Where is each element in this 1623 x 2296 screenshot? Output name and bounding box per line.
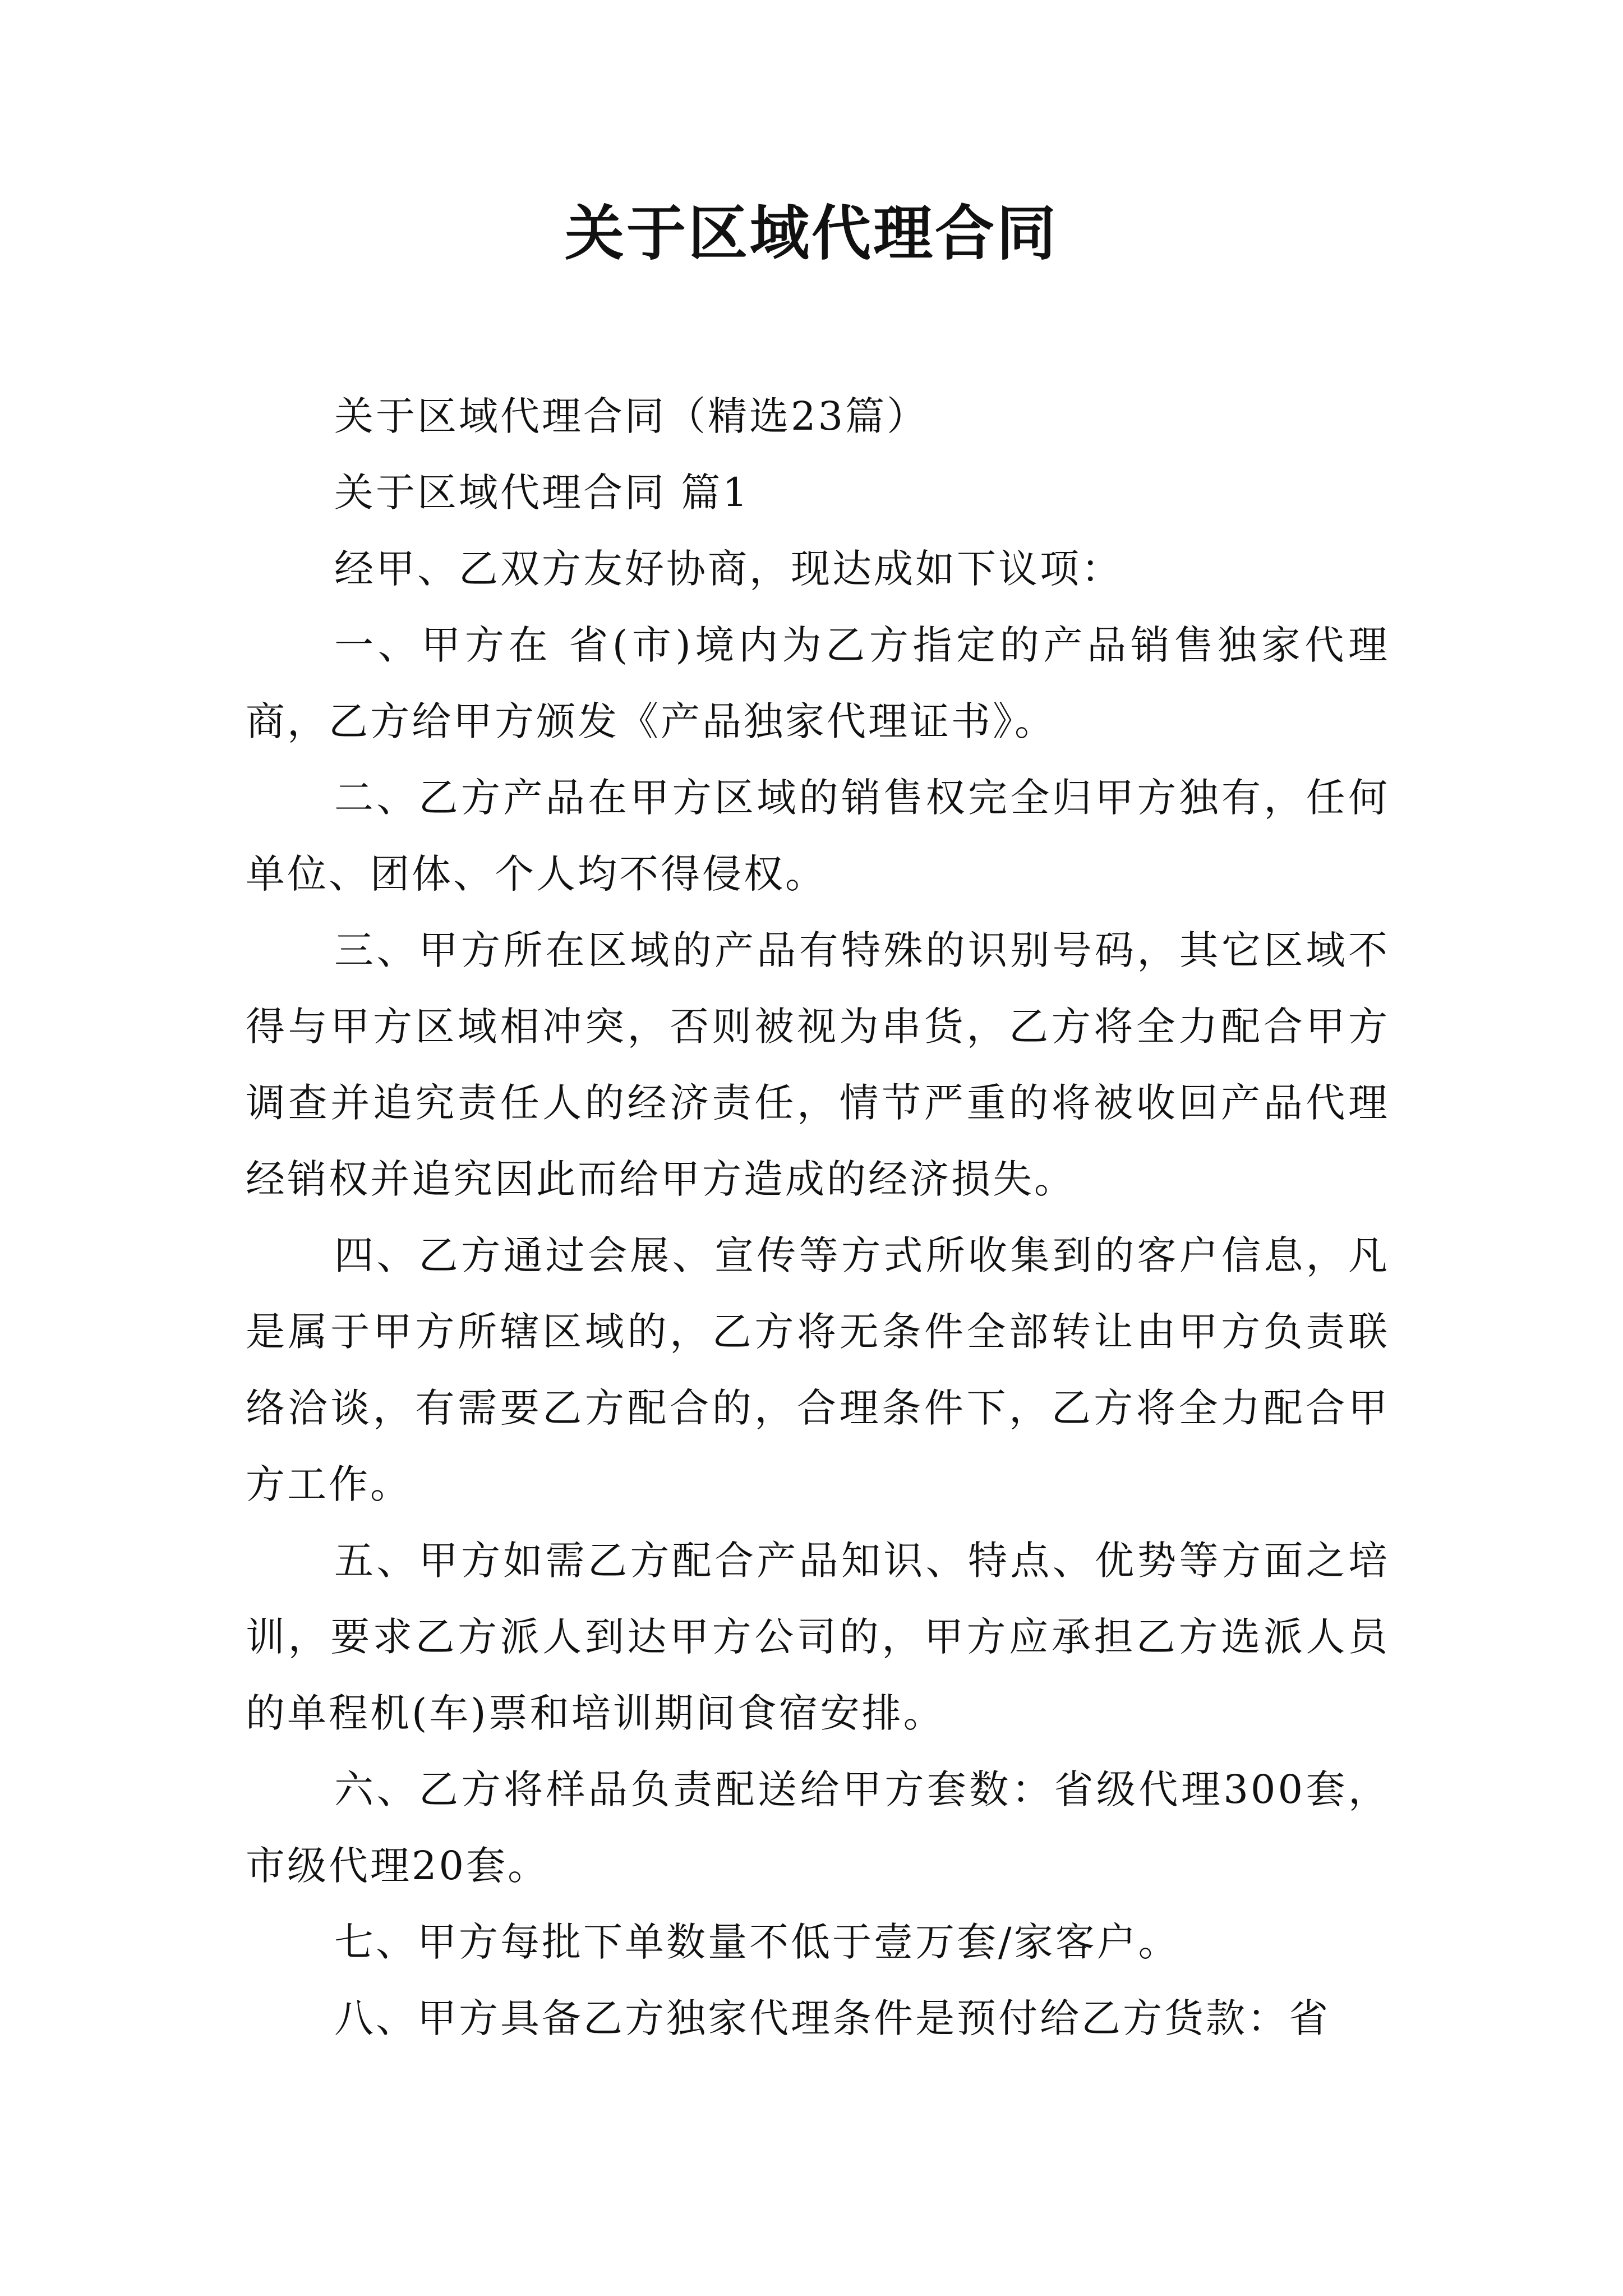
preamble-paragraph: 经甲、乙双方友好协商，现达成如下议项：: [334, 546, 1123, 592]
clause-3: 三、甲方所在区域的产品有特殊的识别号码，其它区域不得与甲方区域相冲突，否则被视为串货，乙方将全力配合甲方调查并追究责任人的经济责任，情节严重的将被收回产品代理经销权并追究因此而给甲方造成的经济损失。: [246, 927, 1390, 1202]
clause-6: 六、乙方将样品负责配送给甲方套数：省级代理300套，市级代理20套。: [246, 1766, 1390, 1889]
clause-1: 一、甲方在 省(市)境内为乙方指定的产品销售独家代理商，乙方给甲方颁发《产品独家代理证书》。: [246, 622, 1390, 744]
clause-2: 二、乙方产品在甲方区域的销售权完全归甲方独有，任何单位、团体、个人均不得侵权。: [246, 775, 1390, 897]
clause-5: 五、甲方如需乙方配合产品知识、特点、优势等方面之培训，要求乙方派人到达甲方公司的，甲方应承担乙方选派人员的单程机(车)票和培训期间食宿安排。: [246, 1538, 1390, 1736]
clause-7: 七、甲方每批下单数量不低于壹万套/家客户。: [334, 1919, 1180, 1965]
collection-heading: 关于区域代理合同（精选23篇）: [334, 393, 929, 439]
section-heading: 关于区域代理合同 篇1: [334, 470, 750, 516]
clause-8: 八、甲方具备乙方独家代理条件是预付给乙方货款：省: [334, 1995, 1330, 2041]
document-title: 关于区域代理合同: [565, 199, 1058, 268]
document-body: [246, 378, 1390, 2056]
clause-4: 四、乙方通过会展、宣传等方式所收集到的客户信息，凡是属于甲方所辖区域的，乙方将无条件全部转让由甲方负责联络洽谈，有需要乙方配合的，合理条件下，乙方将全力配合甲方工作。: [246, 1232, 1390, 1507]
